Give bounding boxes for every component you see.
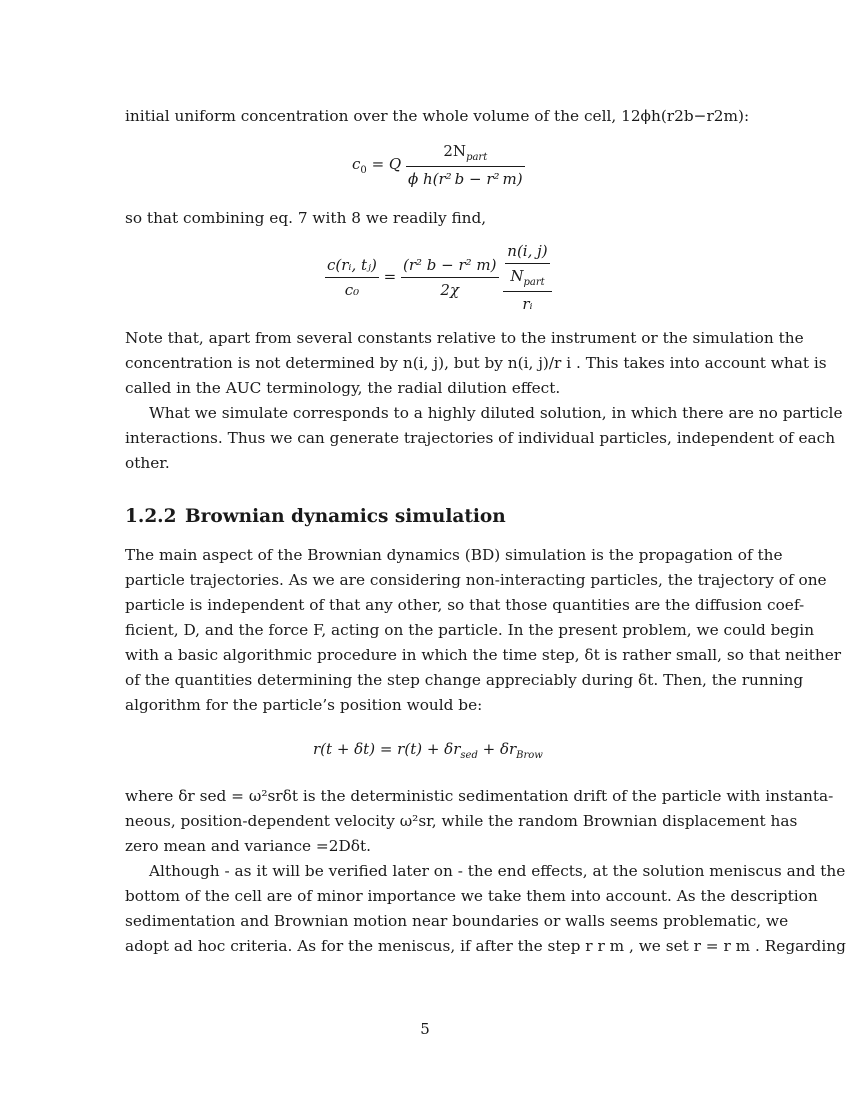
where-line-1: where δr sed = ω²srδt is the deterministic sedimentation drift of the particle with instanta- <box>125 787 834 805</box>
eq-ratio-right-num <box>503 242 551 291</box>
eq-ratio-inner-num: n(i, j) <box>507 242 548 260</box>
eq-ratio-mid-fraction <box>401 256 499 299</box>
eq-c0-lhs-sub: 0 <box>360 165 367 176</box>
main-line-1: The main aspect of the Brownian dynamics (BD) simulation is the propagation of the <box>125 546 783 564</box>
page-number: 5 <box>420 1020 430 1038</box>
eq-c0-numerator <box>406 142 525 166</box>
eq-ratio-left-fraction <box>325 256 379 299</box>
eq-ratio-inner-fraction <box>505 242 549 288</box>
main-line-2: particle trajectories. As we are considering non-interacting particles, the trajectory of one <box>125 571 827 589</box>
main-line-7: algorithm for the particle’s position would be: <box>125 696 483 714</box>
eq-c0-num-text: 2N <box>443 142 467 160</box>
where-line-3: zero mean and variance =2Dδt. <box>125 837 371 855</box>
eq-ratio-right-fraction <box>503 242 551 313</box>
eq-ratio-inner-den-text: N <box>510 267 524 285</box>
eq-step-sub-brow: Brow <box>516 750 543 761</box>
eq-c0-lhs: c <box>352 155 361 173</box>
eq-c0-num-sub: part <box>466 152 488 163</box>
section-number: 1.2.2 <box>125 506 177 527</box>
section-title: Brownian dynamics simulation <box>185 506 506 527</box>
although-line-4: adopt ad hoc criteria. As for the meniscus, if after the step r r m , we set r = r m . Regarding <box>125 937 846 955</box>
eq-ratio-left-den: c₀ <box>325 277 379 299</box>
eq-step-sub-sed: sed <box>460 750 478 761</box>
eq-ratio-equals: = <box>383 267 397 286</box>
equation-c0 <box>352 142 525 188</box>
combine-line: so that combining eq. 7 with 8 we readily find, <box>125 209 487 227</box>
eq-ratio-inner-den <box>505 263 549 288</box>
eq-c0-denominator: ϕ h(r² b − r² m) <box>406 166 525 188</box>
although-line-2: bottom of the cell are of minor importance we take them into account. As the description <box>125 887 818 905</box>
eq-ratio-left-num: c(rᵢ, tⱼ) <box>327 256 377 274</box>
main-line-3: particle is independent of that any other, so that those quantities are the diffusion coef- <box>125 596 805 614</box>
eq-ratio-mid-num: (r² b − r² m) <box>402 256 497 274</box>
eq-ratio-inner-den-sub: part <box>523 277 545 288</box>
simulate-line-1: What we simulate corresponds to a highly diluted solution, in which there are no particle <box>149 404 843 422</box>
simulate-line-2: interactions. Thus we can generate trajectories of individual particles, independent of each <box>125 429 836 447</box>
where-line-2: neous, position-dependent velocity ω²sr, while the random Brownian displacement has <box>125 812 798 830</box>
eq-c0-equals: = Q <box>371 155 402 173</box>
main-line-6: of the quantities determining the step change appreciably during δt. Then, the running <box>125 671 804 689</box>
eq-step-plus: + δr <box>477 740 517 758</box>
eq-ratio-mid-den: 2χ <box>401 277 499 299</box>
equation-step <box>313 740 543 761</box>
eq-ratio-right-den: rᵢ <box>503 291 551 313</box>
eq-c0-fraction <box>406 142 525 188</box>
section-heading <box>125 506 506 527</box>
note-line-3: called in the AUC terminology, the radial dilution effect. <box>125 379 561 397</box>
intro-line: initial uniform concentration over the whole volume of the cell, 12ϕh(r2b−r2m): <box>125 107 750 125</box>
simulate-line-3: other. <box>125 454 170 472</box>
note-line-1: Note that, apart from several constants relative to the instrument or the simulation the <box>125 329 804 347</box>
main-line-5: with a basic algorithmic procedure in which the time step, δt is rather small, so that neither <box>125 646 842 664</box>
although-line-3: sedimentation and Brownian motion near boundaries or walls seems problematic, we <box>125 912 789 930</box>
note-line-2: concentration is not determined by n(i, j), but by n(i, j)/r i . This takes into account what is <box>125 354 827 372</box>
main-line-4: ficient, D, and the force F, acting on the particle. In the present problem, we could begin <box>125 621 815 639</box>
although-line-1: Although - as it will be verified later on - the end effects, at the solution meniscus and the <box>149 862 846 880</box>
equation-ratio <box>325 242 552 313</box>
eq-step-text: r(t + δt) = r(t) + δr <box>313 740 461 758</box>
